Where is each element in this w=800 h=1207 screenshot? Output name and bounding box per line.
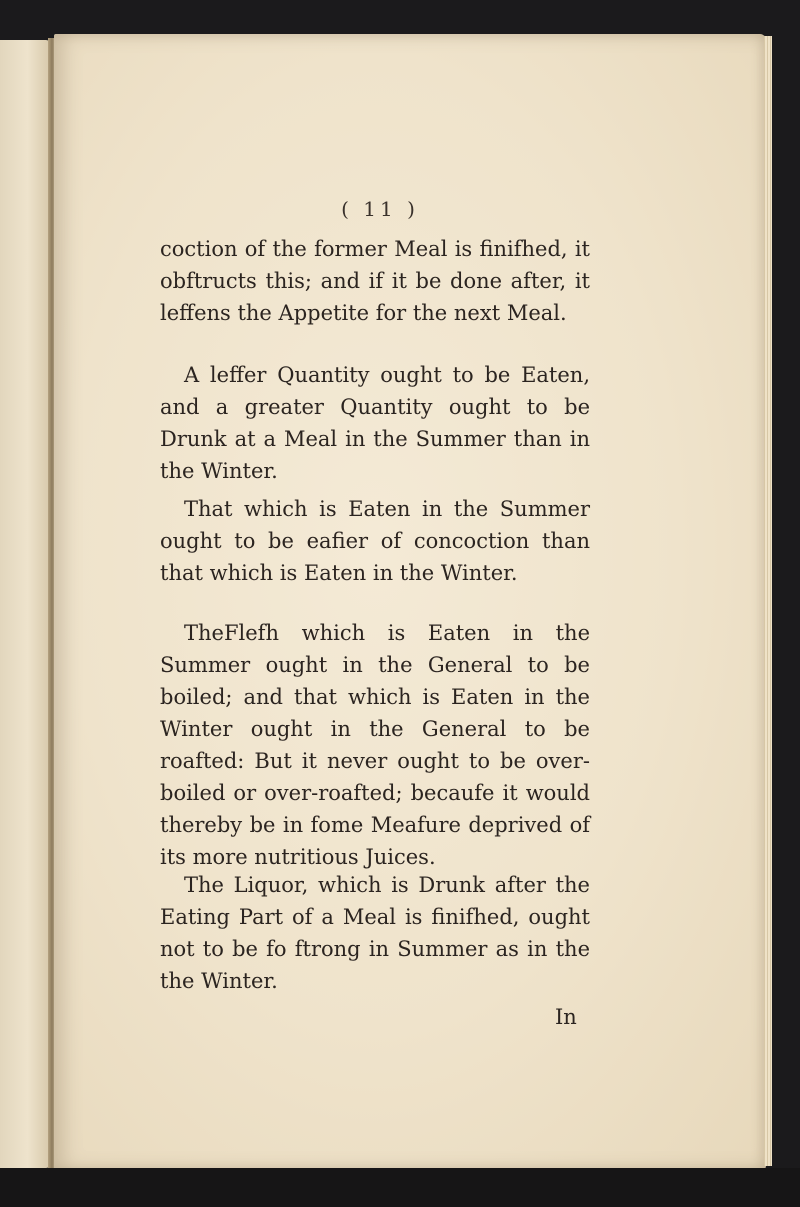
paragraph-5: The Liquor, which is Drunk after the Eating Part of a Meal is finifhed, ought not to be fo ftrong in Summer as in the the Winter. xyxy=(160,873,590,993)
page-edges xyxy=(764,36,772,1166)
paragraph-3: That which is Eaten in the Summer ought to be eafier of concoction than that which is Eaten in the Winter. xyxy=(160,497,590,585)
paragraph-1: coction of the former Meal is finifhed, it obftructs this; and if it be done after, it leffens the Appetite for the next Meal. xyxy=(160,237,590,325)
page-number: ( 11 ) xyxy=(341,197,419,221)
background-strip xyxy=(0,1168,800,1207)
paragraph-2: A leffer Quantity ought to be Eaten, and a greater Quantity ought to be Drunk at a Meal in the Summer than in the Winter. xyxy=(160,363,590,483)
facing-page xyxy=(0,40,50,1168)
paragraph-4: TheFlefh which is Eaten in the Summer ought in the General to be boiled; and that which is Eaten in the Winter ought in the General to be roafted: But it never ought to be over-boiled or over-roafted; becaufe it would thereby be in fome Meafure deprived of its more nutritious Juices. xyxy=(160,621,590,869)
catchword: In xyxy=(555,1005,577,1029)
